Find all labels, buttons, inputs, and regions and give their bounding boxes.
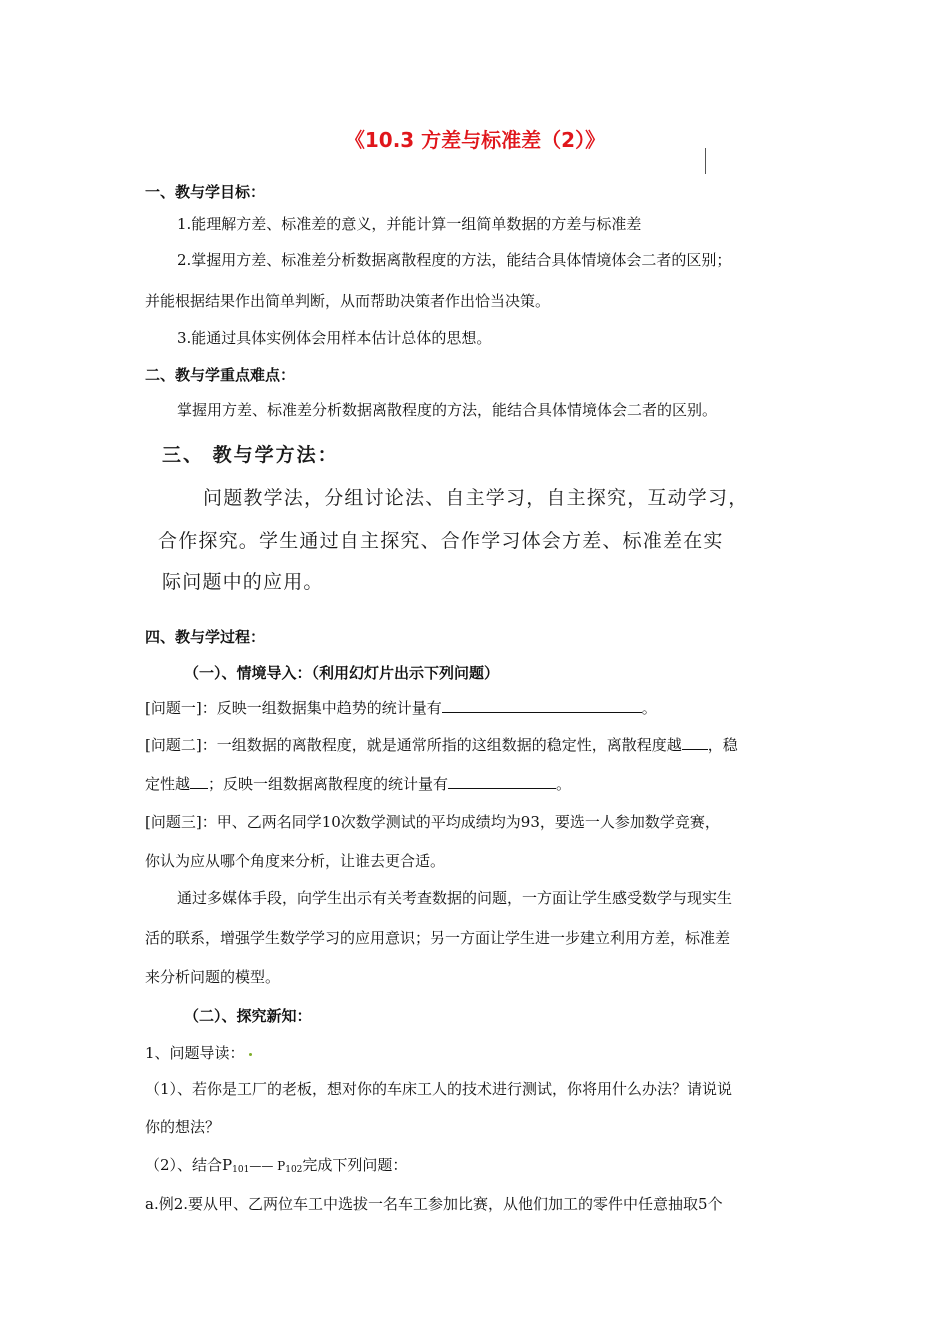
objective-2b: 并能根据结果作出简单判断，从而帮助决策者作出恰当决策。 — [145, 292, 551, 310]
answer-blank-3[interactable] — [190, 774, 208, 789]
section2-heading: 二、教与学重点难点： — [145, 366, 296, 384]
document-title: 《10.3 方差与标准差（2）》 — [344, 128, 606, 152]
answer-blank-1[interactable] — [442, 698, 642, 713]
answer-blank-2[interactable] — [682, 735, 708, 750]
question-2b: 定性越 ；反映一组数据离散程度的统计量有 。 — [145, 775, 572, 793]
part1-heading: （一）、情境导入：（利用幻灯片出示下列问题） — [184, 664, 500, 682]
problem-1b: 你的想法？ — [145, 1118, 221, 1136]
objective-1: 1.能理解方差、标准差的意义，并能计算一组简单数据的方差与标准差 — [177, 215, 642, 233]
problem-2: （2）、结合$P_{101}——$ $P_{102}$完成下列问题： — [145, 1156, 408, 1175]
answer-blank-4[interactable] — [448, 774, 556, 789]
section3-heading: 三、 教与学方法： — [162, 444, 339, 466]
section1-heading: 一、教与学目标： — [145, 183, 266, 201]
question-3b: 你认为应从哪个角度来分析，让谁去更合适。 — [145, 852, 446, 870]
method-line1: 问题教学法，分组讨论法、自主学习，自主探究，互动学习， — [203, 487, 749, 509]
question-1: [问题一]：反映一组数据集中趋势的统计量有 。 — [145, 699, 657, 717]
text-cursor — [705, 148, 706, 174]
green-dot-mark — [249, 1053, 252, 1056]
section2-text: 掌握用方差、标准差分析数据离散程度的方法，能结合具体情境体会二者的区别。 — [177, 401, 718, 419]
question-2a: [问题二]：一组数据的离散程度，就是通常所指的这组数据的稳定性，离散程度越 ，稳 — [145, 736, 738, 754]
paragraph-line3: 来分析问题的模型。 — [145, 968, 281, 986]
method-line3: 际问题中的应用。 — [162, 571, 324, 593]
part2-heading: （二）、探究新知： — [184, 1007, 312, 1025]
guide-heading: 1、问题导读： — [145, 1042, 252, 1063]
paragraph-line2: 活的联系，增强学生数学学习的应用意识；另一方面让学生进一步建立利用方差，标准差 — [145, 929, 731, 947]
objective-2a: 2.掌握用方差、标准差分析数据离散程度的方法，能结合具体情境体会二者的区别； — [177, 251, 732, 269]
paragraph-line1: 通过多媒体手段，向学生出示有关考查数据的问题，一方面让学生感受数学与现实生 — [177, 889, 733, 907]
method-line2: 合作探究。学生通过自主探究、合作学习体会方差、标准差在实 — [158, 530, 724, 552]
objective-3: 3.能通过具体实例体会用样本估计总体的思想。 — [177, 329, 492, 347]
question-3a: [问题三]：甲、乙两名同学10次数学测试的平均成绩均为93，要选一人参加数学竞赛， — [145, 813, 720, 831]
problem-1a: （1）、若你是工厂的老板，想对你的车床工人的技术进行测试，你将用什么办法？请说说 — [145, 1080, 733, 1098]
example-2-line: a.例2.要从甲、乙两位车工中选拔一名车工参加比赛，从他们加工的零件中任意抽取5个 — [145, 1195, 723, 1213]
section4-heading: 四、教与学过程： — [145, 628, 266, 646]
